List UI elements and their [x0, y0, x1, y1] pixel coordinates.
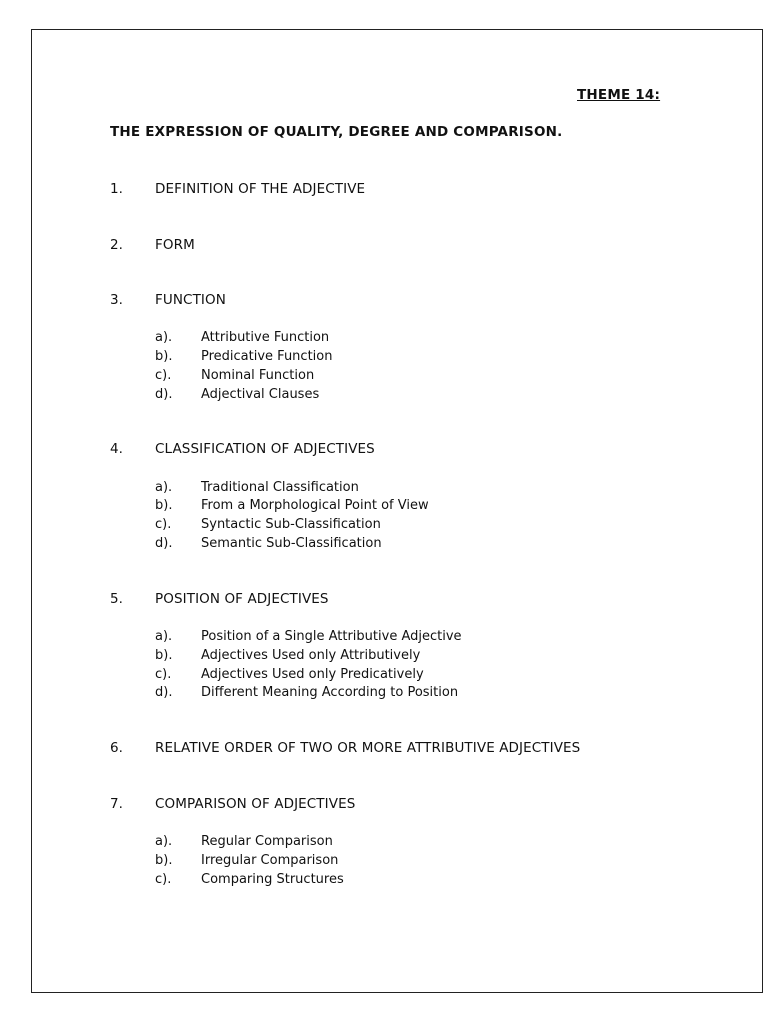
- item-text: Nominal Function: [201, 368, 315, 383]
- item-text: Syntactic Sub-Classification: [201, 517, 381, 532]
- theme-label: THEME 14:: [577, 87, 661, 103]
- section-title: FUNCTION: [155, 292, 226, 308]
- item-letter: c).: [155, 872, 172, 887]
- item-text: Regular Comparison: [201, 834, 333, 849]
- item-text: Different Meaning According to Position: [201, 685, 459, 700]
- item-letter: a).: [155, 480, 173, 495]
- item-letter: b).: [155, 498, 173, 513]
- item-letter: a).: [155, 629, 173, 644]
- item-text: Adjectival Clauses: [201, 387, 320, 402]
- item-text: From a Morphological Point of View: [201, 498, 429, 513]
- section-number: 3.: [110, 292, 123, 308]
- item-text: Position of a Single Attributive Adjective: [201, 629, 462, 644]
- section-number: 2.: [110, 237, 123, 253]
- section-number: 4.: [110, 441, 123, 457]
- item-text: Predicative Function: [201, 349, 333, 364]
- section-title: CLASSIFICATION OF ADJECTIVES: [155, 441, 375, 457]
- section-number: 6.: [110, 740, 123, 756]
- section-number: 7.: [110, 796, 123, 812]
- item-text: Semantic Sub-Classification: [201, 536, 382, 551]
- item-letter: a).: [155, 834, 173, 849]
- section-title: FORM: [155, 237, 195, 253]
- item-text: Comparing Structures: [201, 872, 344, 887]
- item-letter: c).: [155, 667, 172, 682]
- section-number: 1.: [110, 181, 123, 197]
- item-text: Adjectives Used only Predicatively: [201, 667, 424, 682]
- item-letter: a).: [155, 330, 173, 345]
- item-letter: b).: [155, 648, 173, 663]
- item-letter: c).: [155, 368, 172, 383]
- item-letter: d).: [155, 536, 173, 551]
- item-letter: b).: [155, 853, 173, 868]
- document-title: THE EXPRESSION OF QUALITY, DEGREE AND COMPARISON.: [110, 124, 563, 140]
- section-title: DEFINITION OF THE ADJECTIVE: [155, 181, 366, 197]
- item-letter: c).: [155, 517, 172, 532]
- item-text: Traditional Classification: [201, 480, 359, 495]
- item-letter: d).: [155, 387, 173, 402]
- item-text: Attributive Function: [201, 330, 330, 345]
- section-title: COMPARISON OF ADJECTIVES: [155, 796, 356, 812]
- item-text: Irregular Comparison: [201, 853, 339, 868]
- item-text: Adjectives Used only Attributively: [201, 648, 421, 663]
- item-letter: b).: [155, 349, 173, 364]
- section-title: POSITION OF ADJECTIVES: [155, 591, 329, 607]
- section-title: RELATIVE ORDER OF TWO OR MORE ATTRIBUTIVE ADJECTIVES: [155, 740, 581, 756]
- item-letter: d).: [155, 685, 173, 700]
- section-number: 5.: [110, 591, 123, 607]
